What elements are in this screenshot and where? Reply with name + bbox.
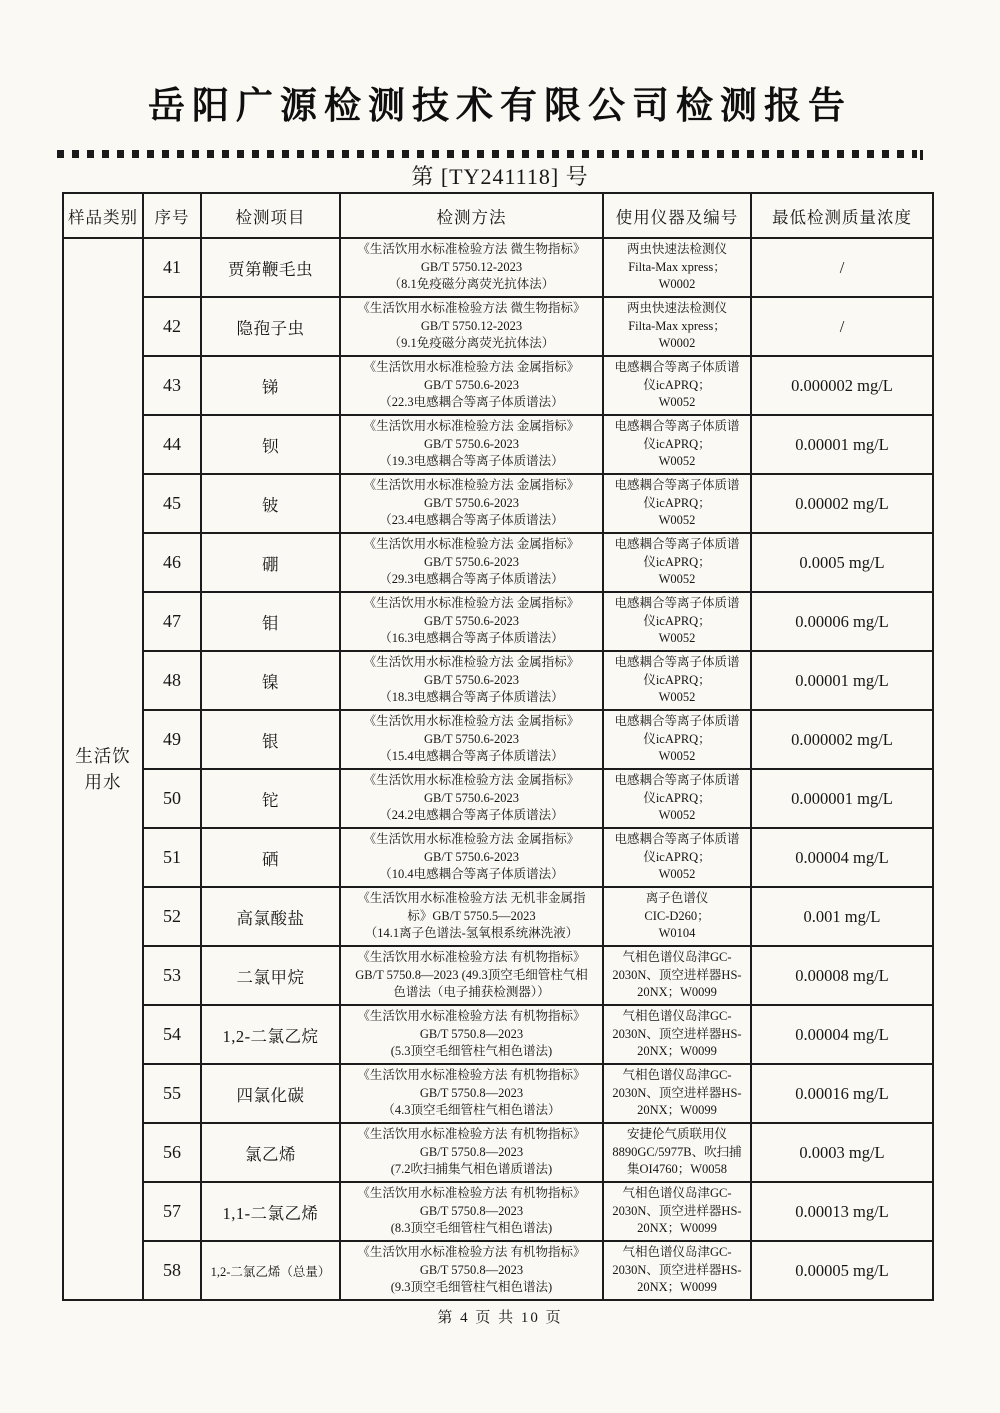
method-cell: [340, 592, 603, 651]
instrument-line: 20NX；W0099: [637, 1103, 717, 1118]
item-cell: 镍: [201, 651, 340, 710]
method-cell: [340, 356, 603, 415]
limit-cell: 0.000002 mg/L: [751, 710, 933, 769]
item-cell: 1,2-二氯乙烯（总量）: [201, 1241, 340, 1300]
table-row: [63, 592, 933, 651]
limit-cell: /: [751, 238, 933, 297]
instrument-line: Filta-Max xpress；: [628, 318, 726, 333]
method-line: 《生活饮用水标准检验方法 微生物指标》: [357, 242, 586, 257]
item-cell: 铍: [201, 474, 340, 533]
instrument-line: W0052: [658, 395, 696, 410]
instrument-cell: [603, 356, 751, 415]
row-no-cell: 52: [143, 887, 201, 946]
method-cell: [340, 297, 603, 356]
method-line: （15.4电感耦合等离子体质谱法）: [379, 749, 564, 764]
method-line: （18.3电感耦合等离子体质谱法）: [379, 690, 564, 705]
instrument-line: 集OI4760；W0058: [627, 1162, 727, 1177]
method-line: GB/T 5750.8—2023: [419, 1026, 524, 1041]
method-line: GB/T 5750.12-2023: [420, 318, 523, 333]
item-cell: 1,2-二氯乙烷: [201, 1005, 340, 1064]
table-row: [63, 710, 933, 769]
row-no-cell: 56: [143, 1123, 201, 1182]
method-line: (5.3顶空毛细管柱气相色谱法): [390, 1044, 553, 1059]
row-no-cell: 43: [143, 356, 201, 415]
header-test-method: 检测方法: [340, 193, 603, 238]
instrument-line: 气相色谱仪岛津GC-: [622, 1245, 732, 1260]
instrument-line: 电感耦合等离子体质谱: [614, 714, 740, 729]
method-cell: [340, 651, 603, 710]
method-cell: [340, 1005, 603, 1064]
method-line: （10.4电感耦合等离子体质谱法）: [379, 867, 564, 882]
instrument-line: W0052: [658, 513, 696, 528]
item-cell: 贾第鞭毛虫: [201, 238, 340, 297]
instrument-line: W0002: [658, 336, 696, 351]
method-line: GB/T 5750.6-2023: [424, 377, 519, 392]
limit-cell: 0.001 mg/L: [751, 887, 933, 946]
limit-cell: 0.00013 mg/L: [751, 1182, 933, 1241]
instrument-line: 电感耦合等离子体质谱: [614, 419, 740, 434]
method-line: (7.2吹扫捕集气相色谱质谱法): [390, 1162, 553, 1177]
method-line: （22.3电感耦合等离子体质谱法）: [379, 395, 564, 410]
table-row: [63, 887, 933, 946]
instrument-line: 气相色谱仪岛津GC-: [622, 1009, 732, 1024]
table-row: [63, 828, 933, 887]
limit-cell: 0.000001 mg/L: [751, 769, 933, 828]
instrument-line: 离子色谱仪: [645, 891, 709, 906]
method-line: GB/T 5750.12-2023: [420, 259, 523, 274]
limit-cell: 0.00001 mg/L: [751, 415, 933, 474]
method-cell: [340, 710, 603, 769]
instrument-cell: [603, 533, 751, 592]
method-line: （14.1离子色谱法-氢氧根系统淋洗液）: [364, 926, 579, 941]
method-line: (9.3顶空毛细管柱气相色谱法): [390, 1280, 553, 1295]
instrument-line: 电感耦合等离子体质谱: [614, 655, 740, 670]
table-row: [63, 1123, 933, 1182]
row-no-cell: 51: [143, 828, 201, 887]
item-cell: 高氯酸盐: [201, 887, 340, 946]
test-report-table: [62, 192, 934, 1301]
method-line: 《生活饮用水标准检验方法 金属指标》: [363, 714, 580, 729]
instrument-cell: [603, 1182, 751, 1241]
table-row: [63, 769, 933, 828]
instrument-line: 仪icAPRQ；: [643, 849, 711, 864]
instrument-line: 2030N、顶空进样器HS-: [612, 1085, 742, 1100]
table-row: [63, 1182, 933, 1241]
method-cell: [340, 1123, 603, 1182]
table-body: [63, 238, 933, 1300]
report-title: 岳阳广源检测技术有限公司检测报告: [148, 86, 852, 127]
method-line: 《生活饮用水标准检验方法 微生物指标》: [357, 301, 586, 316]
instrument-line: 20NX；W0099: [637, 1044, 717, 1059]
item-cell: 银: [201, 710, 340, 769]
limit-cell: 0.00004 mg/L: [751, 1005, 933, 1064]
instrument-line: 电感耦合等离子体质谱: [614, 478, 740, 493]
page-footer: 第 4 页 共 10 页: [437, 1310, 563, 1326]
header-sample-category: 样品类别: [63, 193, 143, 238]
instrument-line: CIC-D260；: [644, 908, 710, 923]
instrument-cell: [603, 946, 751, 1005]
instrument-line: 仪icAPRQ；: [643, 790, 711, 805]
item-cell: 钡: [201, 415, 340, 474]
instrument-cell: [603, 1241, 751, 1300]
instrument-cell: [603, 1123, 751, 1182]
instrument-line: W0052: [658, 631, 696, 646]
instrument-line: 仪icAPRQ；: [643, 731, 711, 746]
instrument-line: 20NX；W0099: [637, 1221, 717, 1236]
limit-cell: 0.0005 mg/L: [751, 533, 933, 592]
instrument-line: 气相色谱仪岛津GC-: [622, 1186, 732, 1201]
row-no-cell: 45: [143, 474, 201, 533]
instrument-cell: [603, 238, 751, 297]
method-line: GB/T 5750.6-2023: [424, 731, 519, 746]
instrument-line: 电感耦合等离子体质谱: [614, 773, 740, 788]
method-line: GB/T 5750.6-2023: [424, 495, 519, 510]
instrument-line: 电感耦合等离子体质谱: [614, 537, 740, 552]
limit-cell: 0.000002 mg/L: [751, 356, 933, 415]
method-line: GB/T 5750.6-2023: [424, 436, 519, 451]
method-line: GB/T 5750.8—2023: [419, 1085, 524, 1100]
row-no-cell: 58: [143, 1241, 201, 1300]
item-cell: 钼: [201, 592, 340, 651]
limit-cell: 0.00001 mg/L: [751, 651, 933, 710]
instrument-line: 仪icAPRQ；: [643, 436, 711, 451]
limit-cell: /: [751, 297, 933, 356]
report-number: 第 [TY241118] 号: [411, 164, 589, 189]
instrument-cell: [603, 828, 751, 887]
instrument-line: 气相色谱仪岛津GC-: [622, 950, 732, 965]
method-line: 《生活饮用水标准检验方法 金属指标》: [363, 537, 580, 552]
row-no-cell: 55: [143, 1064, 201, 1123]
method-line: 《生活饮用水标准检验方法 无机非金属指: [357, 891, 586, 906]
method-cell: [340, 946, 603, 1005]
instrument-line: 电感耦合等离子体质谱: [614, 360, 740, 375]
instrument-line: W0052: [658, 690, 696, 705]
header-instrument: 使用仪器及编号: [603, 193, 751, 238]
instrument-line: 电感耦合等离子体质谱: [614, 596, 740, 611]
table-row: [63, 238, 933, 297]
instrument-cell: [603, 887, 751, 946]
instrument-cell: [603, 415, 751, 474]
instrument-line: 2030N、顶空进样器HS-: [612, 1203, 742, 1218]
instrument-line: 安捷伦气质联用仪: [626, 1127, 727, 1142]
method-line: 《生活饮用水标准检验方法 有机物指标》: [357, 1009, 586, 1024]
sample-category-cell: 生活饮用水: [63, 238, 143, 1300]
method-line: 《生活饮用水标准检验方法 金属指标》: [363, 478, 580, 493]
instrument-line: W0002: [658, 277, 696, 292]
method-line: (8.3顶空毛细管柱气相色谱法): [390, 1221, 553, 1236]
instrument-cell: [603, 1064, 751, 1123]
table-row: [63, 415, 933, 474]
limit-cell: 0.00002 mg/L: [751, 474, 933, 533]
table-row: [63, 651, 933, 710]
table-row: [63, 1241, 933, 1300]
instrument-line: 仪icAPRQ；: [643, 554, 711, 569]
method-line: 《生活饮用水标准检验方法 金属指标》: [363, 360, 580, 375]
table-header-row: [63, 193, 933, 238]
method-line: GB/T 5750.8—2023: [419, 1203, 524, 1218]
table-row: [63, 474, 933, 533]
method-line: 《生活饮用水标准检验方法 金属指标》: [363, 655, 580, 670]
method-line: GB/T 5750.8—2023 (49.3顶空毛细管柱气相: [355, 967, 588, 982]
instrument-line: W0104: [658, 926, 696, 941]
table-row: [63, 1064, 933, 1123]
limit-cell: 0.00006 mg/L: [751, 592, 933, 651]
instrument-line: 20NX；W0099: [637, 985, 717, 1000]
instrument-cell: [603, 297, 751, 356]
row-no-cell: 46: [143, 533, 201, 592]
row-no-cell: 54: [143, 1005, 201, 1064]
method-line: GB/T 5750.6-2023: [424, 849, 519, 864]
title-dotted-rule: [57, 150, 917, 158]
row-no-cell: 44: [143, 415, 201, 474]
method-cell: [340, 1241, 603, 1300]
method-cell: [340, 474, 603, 533]
instrument-line: 两虫快速法检测仪: [626, 242, 727, 257]
method-line: 《生活饮用水标准检验方法 有机物指标》: [357, 1245, 586, 1260]
instrument-line: W0052: [658, 808, 696, 823]
instrument-line: W0052: [658, 572, 696, 587]
instrument-line: W0052: [658, 454, 696, 469]
header-serial-no: 序号: [143, 193, 201, 238]
instrument-line: 8890GC/5977B、吹扫捕: [612, 1144, 742, 1159]
instrument-cell: [603, 1005, 751, 1064]
instrument-line: 仪icAPRQ；: [643, 613, 711, 628]
row-no-cell: 47: [143, 592, 201, 651]
instrument-line: 气相色谱仪岛津GC-: [622, 1068, 732, 1083]
table-row: [63, 297, 933, 356]
instrument-line: 2030N、顶空进样器HS-: [612, 1262, 742, 1277]
item-cell: 隐孢子虫: [201, 297, 340, 356]
item-cell: 硒: [201, 828, 340, 887]
method-line: 《生活饮用水标准检验方法 有机物指标》: [357, 1186, 586, 1201]
method-line: GB/T 5750.6-2023: [424, 554, 519, 569]
method-cell: [340, 533, 603, 592]
method-line: 《生活饮用水标准检验方法 有机物指标》: [357, 950, 586, 965]
method-cell: [340, 769, 603, 828]
table-row: [63, 356, 933, 415]
instrument-cell: [603, 651, 751, 710]
method-line: GB/T 5750.8—2023: [419, 1262, 524, 1277]
item-cell: 1,1-二氯乙烯: [201, 1182, 340, 1241]
item-cell: 四氯化碳: [201, 1064, 340, 1123]
method-line: （4.3顶空毛细管柱气相色谱法）: [382, 1103, 561, 1118]
method-line: （24.2电感耦合等离子体质谱法）: [379, 808, 564, 823]
method-cell: [340, 238, 603, 297]
row-no-cell: 42: [143, 297, 201, 356]
instrument-line: W0052: [658, 749, 696, 764]
method-line: GB/T 5750.6-2023: [424, 672, 519, 687]
method-line: GB/T 5750.8—2023: [419, 1144, 524, 1159]
instrument-cell: [603, 592, 751, 651]
instrument-line: 仪icAPRQ；: [643, 377, 711, 392]
method-line: 《生活饮用水标准检验方法 金属指标》: [363, 596, 580, 611]
header-test-item: 检测项目: [201, 193, 340, 238]
instrument-line: Filta-Max xpress；: [628, 259, 726, 274]
method-line: 标》GB/T 5750.5—2023: [407, 908, 536, 923]
method-line: 《生活饮用水标准检验方法 金属指标》: [363, 419, 580, 434]
limit-cell: 0.0003 mg/L: [751, 1123, 933, 1182]
instrument-line: 电感耦合等离子体质谱: [614, 832, 740, 847]
method-line: （8.1免疫磁分离荧光抗体法）: [388, 277, 555, 292]
table-row: [63, 1005, 933, 1064]
item-cell: 氯乙烯: [201, 1123, 340, 1182]
method-cell: [340, 415, 603, 474]
instrument-line: 20NX；W0099: [637, 1280, 717, 1295]
limit-cell: 0.00016 mg/L: [751, 1064, 933, 1123]
instrument-line: 仪icAPRQ；: [643, 672, 711, 687]
method-cell: [340, 887, 603, 946]
method-line: 《生活饮用水标准检验方法 有机物指标》: [357, 1127, 586, 1142]
method-line: 《生活饮用水标准检验方法 有机物指标》: [357, 1068, 586, 1083]
method-line: 色谱法（电子捕获检测器））: [393, 985, 550, 1000]
row-no-cell: 49: [143, 710, 201, 769]
method-line: 《生活饮用水标准检验方法 金属指标》: [363, 832, 580, 847]
method-line: （19.3电感耦合等离子体质谱法）: [379, 454, 564, 469]
method-cell: [340, 1064, 603, 1123]
row-no-cell: 53: [143, 946, 201, 1005]
instrument-line: 2030N、顶空进样器HS-: [612, 967, 742, 982]
row-no-cell: 57: [143, 1182, 201, 1241]
method-cell: [340, 1182, 603, 1241]
item-cell: 锑: [201, 356, 340, 415]
instrument-cell: [603, 474, 751, 533]
row-no-cell: 48: [143, 651, 201, 710]
instrument-line: W0052: [658, 867, 696, 882]
item-cell: 铊: [201, 769, 340, 828]
instrument-line: 两虫快速法检测仪: [626, 301, 727, 316]
item-cell: 硼: [201, 533, 340, 592]
limit-cell: 0.00005 mg/L: [751, 1241, 933, 1300]
row-no-cell: 41: [143, 238, 201, 297]
method-line: （29.3电感耦合等离子体质谱法）: [379, 572, 564, 587]
limit-cell: 0.00004 mg/L: [751, 828, 933, 887]
method-line: （23.4电感耦合等离子体质谱法）: [379, 513, 564, 528]
header-detection-limit: 最低检测质量浓度: [751, 193, 933, 238]
instrument-line: 2030N、顶空进样器HS-: [612, 1026, 742, 1041]
instrument-cell: [603, 710, 751, 769]
table-row: [63, 533, 933, 592]
method-line: GB/T 5750.6-2023: [424, 790, 519, 805]
item-cell: 二氯甲烷: [201, 946, 340, 1005]
method-line: （16.3电感耦合等离子体质谱法）: [379, 631, 564, 646]
method-line: 《生活饮用水标准检验方法 金属指标》: [363, 773, 580, 788]
table-row: [63, 946, 933, 1005]
method-cell: [340, 828, 603, 887]
row-no-cell: 50: [143, 769, 201, 828]
method-line: （9.1免疫磁分离荧光抗体法）: [388, 336, 555, 351]
instrument-line: 仪icAPRQ；: [643, 495, 711, 510]
instrument-cell: [603, 769, 751, 828]
method-line: GB/T 5750.6-2023: [424, 613, 519, 628]
limit-cell: 0.00008 mg/L: [751, 946, 933, 1005]
